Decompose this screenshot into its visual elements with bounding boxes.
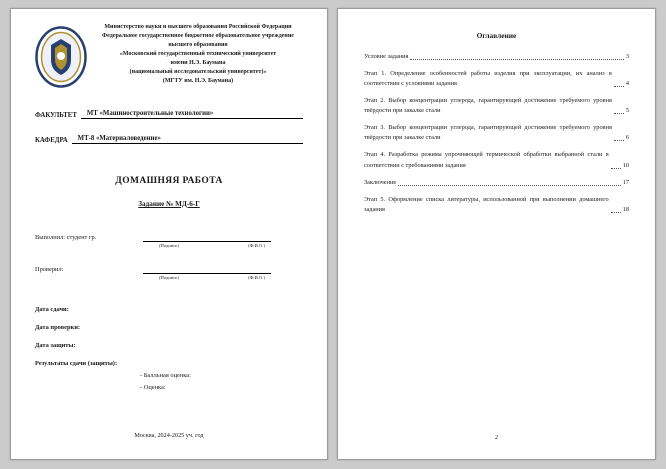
date-defended-label: Дата защиты: <box>35 342 76 349</box>
toc-entry-title: Этап 5. Оформление списка литературы, использованной при выполнении домашнего задания <box>364 195 609 213</box>
toc-entry-page: 3 <box>625 53 629 60</box>
completed-by-row <box>35 234 303 248</box>
signature-caption: (Подпись) <box>159 275 179 280</box>
signature-caption: (Подпись) <box>159 243 179 248</box>
toc-entry-page: 4 <box>625 80 629 88</box>
checked-by-label: Проверил: <box>35 266 64 273</box>
homework-title: ДОМАШНЯЯ РАБОТА <box>115 176 223 186</box>
ministry-line: Министерство науки и высшего образования Российской Федерации <box>104 24 292 30</box>
title-page <box>10 8 328 460</box>
dot-leader <box>398 185 621 186</box>
toc-title: Оглавление <box>476 31 517 40</box>
page-number: 2 <box>494 434 499 441</box>
toc-entry-page: 17 <box>622 178 629 186</box>
toc-entry-page: 18 <box>622 205 629 213</box>
dot-leader <box>611 168 621 169</box>
ministry-line: имени Н.Э. Баумана <box>170 60 226 66</box>
fullname-caption: (Ф.И.О.) <box>248 275 265 280</box>
city-year-footer: Москва, 2024-2025 уч. год <box>134 432 204 439</box>
toc-entry-title: Заключение <box>364 178 397 186</box>
toc-entry <box>364 195 629 215</box>
ministry-line: Федеральное государственное бюджетное образовательное учреждение <box>102 33 294 39</box>
toc-entry-title: Этап 2. Выбор концентрации углерода, гарантирующей достижение требуемого уровня твёрдости при закалке стали <box>364 97 612 115</box>
university-emblem-icon <box>35 26 87 88</box>
dot-leader <box>611 212 621 213</box>
department-value: МТ-8 «Материаловедение» <box>72 135 303 144</box>
signature-captions <box>143 242 271 248</box>
faculty-label: ФАКУЛЬТЕТ <box>35 112 77 119</box>
date-checked-label: Дата проверки: <box>35 324 81 331</box>
grade-label: - Оценка: <box>140 384 166 391</box>
faculty-value: МТ «Машиностроительные технологии» <box>81 110 303 119</box>
department-row <box>35 135 303 144</box>
dot-leader <box>410 59 623 60</box>
signature-captions <box>143 274 271 280</box>
toc-entry-title: Этап 4. Разработка режима упрочняющей термической обработки выбранной стали в соответствии с требованиями задания <box>364 151 609 169</box>
signature-line <box>143 234 271 242</box>
ministry-line: (МГТУ им. Н.Э. Баумана) <box>162 78 234 84</box>
toc-entry-title: Этап 3. Выбор концентрации углерода, гарантирующей достижение требуемого уровня твёрдости при закалке стали <box>364 124 612 142</box>
toc-entry-page: 10 <box>622 161 629 169</box>
toc-entry <box>364 96 629 116</box>
dot-leader <box>614 140 624 141</box>
university-header <box>35 23 303 88</box>
department-label: КАФЕДРА <box>35 137 68 144</box>
faculty-row <box>35 110 303 119</box>
toc-entry-page: 6 <box>625 134 629 142</box>
signature-line <box>143 266 271 274</box>
ministry-line: высшего образования <box>168 42 228 48</box>
ministry-line: «Московский государственный технический университет <box>119 51 277 57</box>
score-label: - Балльная оценка: <box>140 372 191 379</box>
ministry-text-block <box>93 23 303 86</box>
signature-block <box>143 266 271 280</box>
ministry-line: (национальный исследовательский университет)» <box>129 69 267 75</box>
dot-leader <box>614 86 624 87</box>
date-submitted-label: Дата сдачи: <box>35 306 69 313</box>
toc-entry <box>364 52 629 62</box>
toc-entry <box>364 150 629 170</box>
toc-page <box>337 8 656 460</box>
dot-leader <box>614 113 624 114</box>
toc-entry-page: 5 <box>625 107 629 115</box>
fullname-caption: (Ф.И.О.) <box>248 243 265 248</box>
checked-by-row <box>35 266 303 280</box>
completed-by-label: Выполнил: студент гр. <box>35 234 97 241</box>
toc-entry-title: Этап 1. Определение особенностей работы изделия при эксплуатации, их анализ в соответствии с условиями задания <box>364 70 612 88</box>
toc-entry <box>364 123 629 143</box>
results-label: Результаты сдачи (защиты): <box>35 360 118 367</box>
toc-entry <box>364 178 629 188</box>
toc-entry-title: Условие задания <box>364 53 409 60</box>
signature-block <box>143 234 271 248</box>
assignment-number: Задание № МД-6-Г <box>138 200 200 208</box>
toc-entry <box>364 69 629 89</box>
